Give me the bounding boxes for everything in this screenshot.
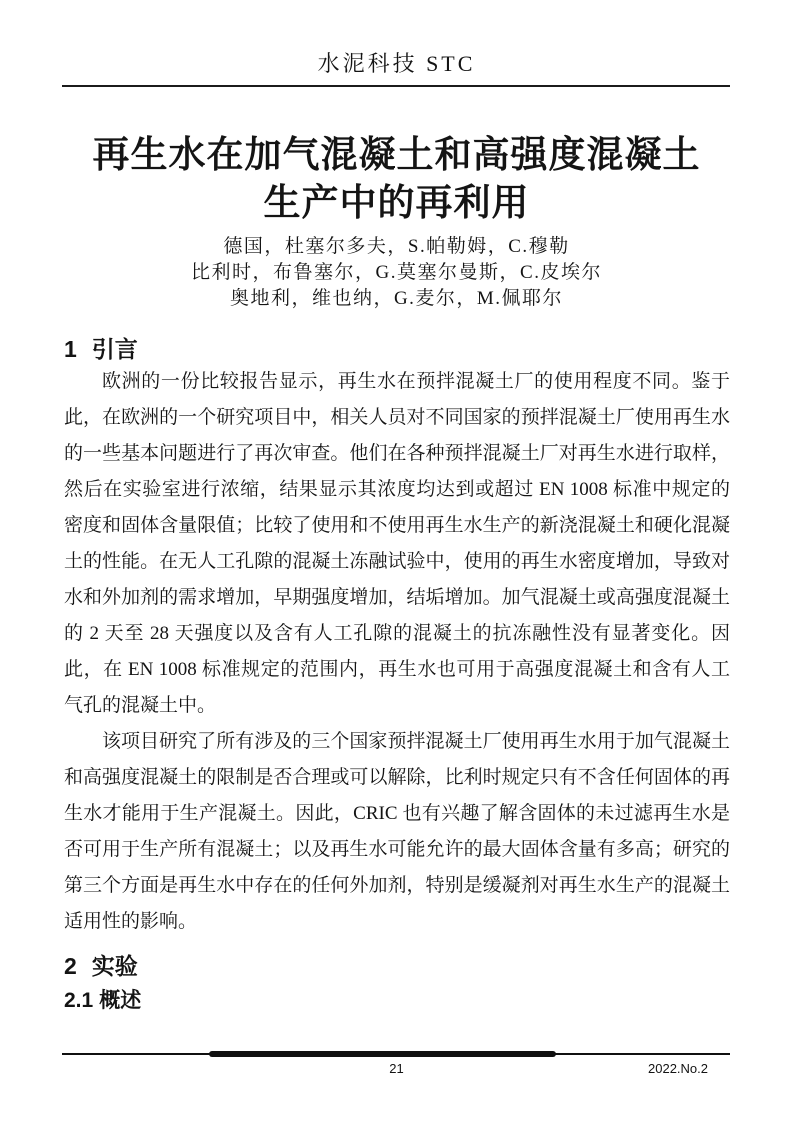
section-number: 1 (64, 336, 77, 362)
header-rule (62, 85, 730, 87)
section-title: 引言 (91, 336, 138, 362)
footer-issue-label: 2022.No.2 (648, 1061, 708, 1076)
author-line-germany: 德国，杜塞尔多夫，S.帕勒姆，C.穆勒 (223, 236, 570, 257)
section-heading-introduction (64, 331, 138, 364)
section-heading-experiment (64, 948, 138, 981)
article-title-line-1: 再生水在加气混凝土和高强度混凝土 (92, 134, 701, 175)
paragraph-intro-1: 欧洲的一份比较报告显示，再生水在预拌混凝土厂的使用程度不同。鉴于此，在欧洲的一个研究项目中，相关人员对不同国家的预拌混凝土厂使用再生水的一些基本问题进行了再次审查。他们在各种预拌混凝土厂对再生水进行取样，然后在实验室进行浓缩，结果显示其浓度均达到或超过 EN 1008 标准中规定的密度和固体含量限值；比较了使用和不使用再生水生产的新浇混凝土和硬化混凝土的性能。在无人工孔隙的混凝土冻融试验中，使用的再生水密度增加，导致对水和外加剂的需求增加，早期强度增加，结垢增加。加气混凝土或高强度混凝土的 2 天至 28 天强度以及含有人工孔隙的混凝土的抗冻融性没有显著变化。因此，在 EN 1008 标准规定的范围内，再生水也可用于高强度混凝土和含有人工气孔的混凝土中。 (64, 371, 730, 716)
introduction-body (64, 364, 730, 940)
section-heading-overview (64, 984, 141, 1014)
author-line-austria: 奥地利，维也纳，G.麦尔，M.佩耶尔 (229, 288, 564, 309)
article-title-line-2: 生产中的再利用 (263, 182, 530, 223)
section-number: 2 (64, 953, 77, 979)
section-number: 2.1 (64, 989, 94, 1012)
section-title: 实验 (91, 953, 138, 979)
paragraph-intro-2: 该项目研究了所有涉及的三个国家预拌混凝土厂使用再生水用于加气混凝土和高强度混凝土的限制是否合理或可以解除，比利时规定只有不含任何固体的再生水才能用于生产混凝土。因此，CRIC 也有兴趣了解含固体的未过滤再生水是否可用于生产所有混凝土；以及再生水可能允许的最大固体含量有多高；研究的第三个方面是再生水中存在的任何外加剂，特别是缓凝剂对再生水生产的混凝土适用性的影响。 (64, 731, 730, 932)
author-line-belgium: 比利时，布鲁塞尔，G.莫塞尔曼斯，C.皮埃尔 (191, 262, 602, 283)
footer-page-number: 21 (389, 1061, 404, 1076)
journal-header-title: 水泥科技 STC (317, 51, 476, 76)
author-block (0, 234, 793, 312)
footer-rule (62, 1053, 730, 1055)
section-title: 概述 (99, 989, 142, 1012)
article-title (0, 131, 793, 227)
